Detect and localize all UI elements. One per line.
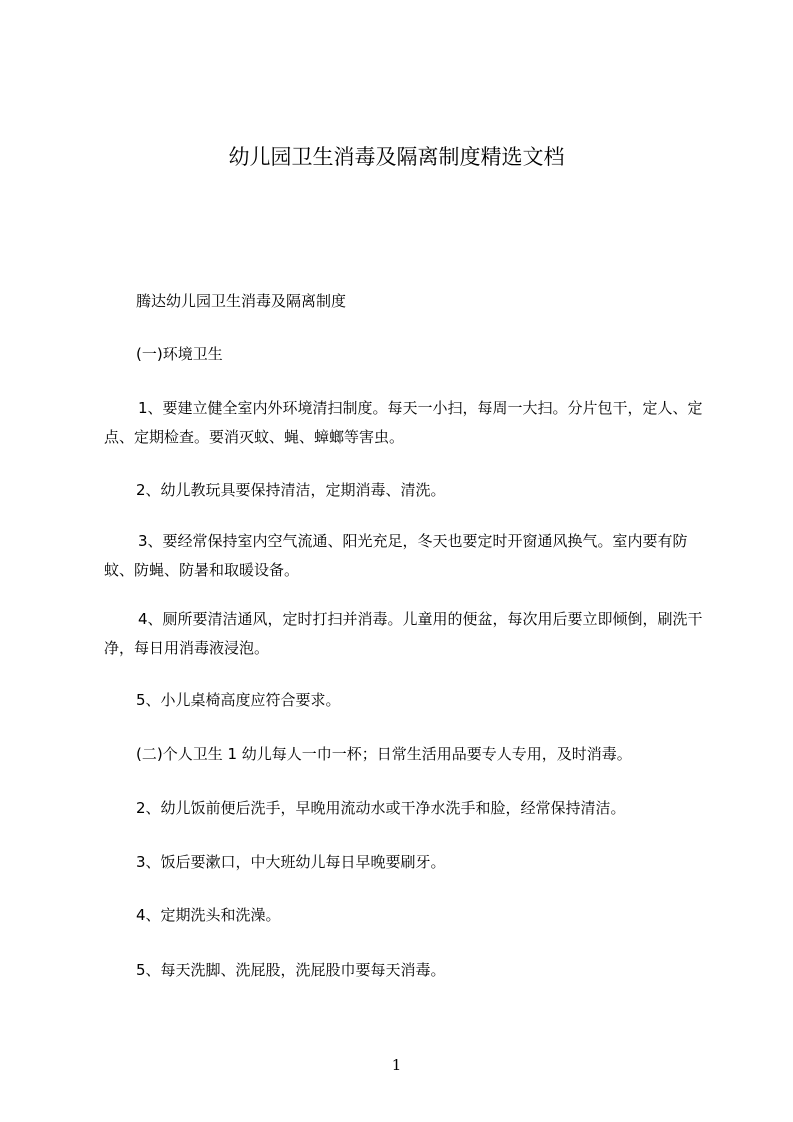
paragraph-personal-4: 4、定期洗头和洗澡。 <box>136 906 281 924</box>
paragraph-environment-2: 2、幼儿教玩具要保持清洁，定期消毒、清洗。 <box>136 481 446 499</box>
paragraph-personal-5: 5、每天洗脚、洗屁股，洗屁股巾要每天消毒。 <box>136 961 446 979</box>
paragraph-personal-3: 3、饭后要漱口，中大班幼儿每日早晚要刷牙。 <box>136 853 446 871</box>
paragraph-kindergarten-name: 腾达幼儿园卫生消毒及隔离制度 <box>136 292 347 310</box>
document-title: 幼儿园卫生消毒及隔离制度精选文档 <box>228 145 565 169</box>
paragraph-environment-5: 5、小儿桌椅高度应符合要求。 <box>136 691 341 709</box>
paragraph-section-environment: (一)环境卫生 <box>136 345 223 363</box>
paragraph-environment-4: 4、厕所要清洁通风，定时打扫并消毒。儿童用的便盆，每次用后要立即倾倒，刷洗干净，每日用消毒液浸泡。 <box>104 610 703 657</box>
paragraph-environment-1: 1、要建立健全室内外环境清扫制度。每天一小扫，每周一大扫。分片包干，定人、定点、定期检查。要消灭蚊、蝇、蟑螂等害虫。 <box>104 399 703 446</box>
page-number: 1 <box>391 1056 402 1074</box>
paragraph-section-personal: (二)个人卫生 1 幼儿每人一巾一杯；日常生活用品要专人专用，及时消毒。 <box>136 745 632 763</box>
paragraph-personal-2: 2、幼儿饭前便后洗手，早晚用流动水或干净水洗手和脸，经常保持清洁。 <box>136 799 626 817</box>
paragraph-environment-3: 3、要经常保持室内空气流通、阳光充足，冬天也要定时开窗通风换气。室内要有防蚊、防蝇、防暑和取暖设备。 <box>104 532 688 579</box>
